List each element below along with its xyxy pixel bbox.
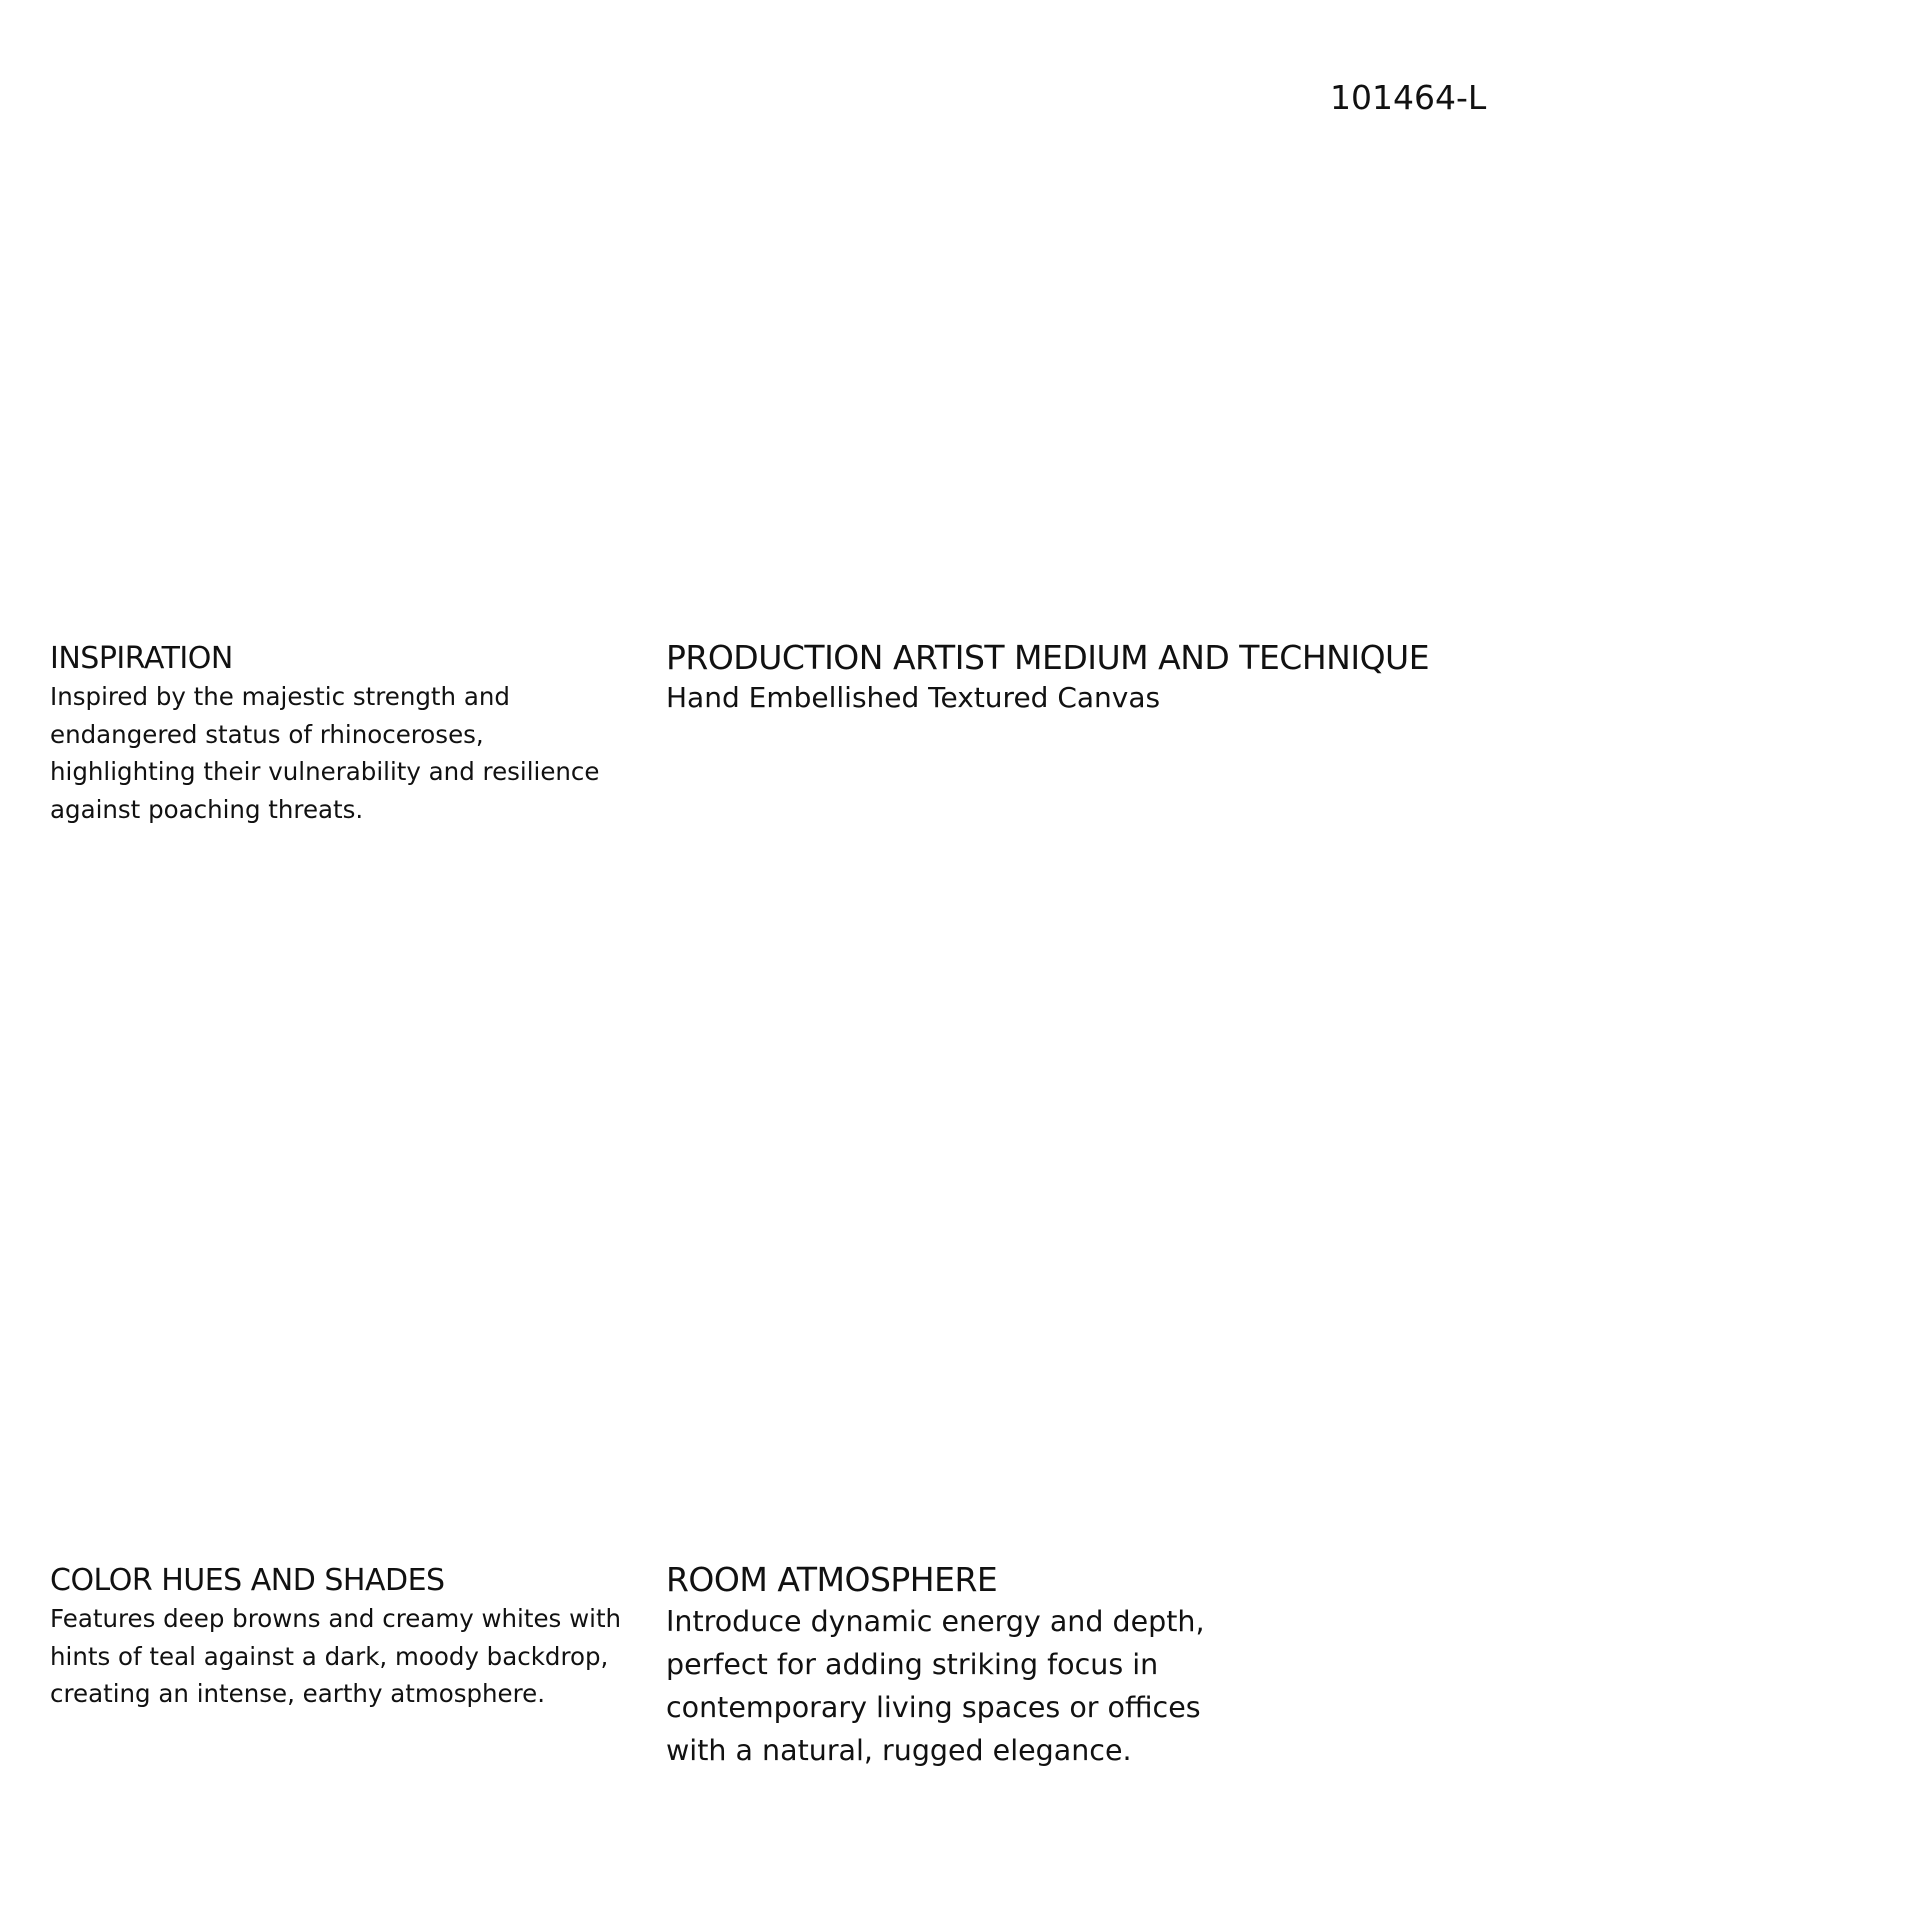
medium-section xyxy=(666,638,1596,718)
colors-section xyxy=(50,1562,640,1713)
inspiration-text: Inspired by the majestic strength and endangered status of rhinoceroses, highlighting their vulnerability and resilience against poaching threats. xyxy=(50,682,600,824)
colors-text: Features deep browns and creamy whites with hints of teal against a dark, moody backdrop, creating an intense, earthy atmosphere. xyxy=(50,1604,622,1708)
room-section xyxy=(666,1560,1226,1772)
inspiration-section xyxy=(50,640,630,828)
inspiration-heading: INSPIRATION xyxy=(50,641,233,676)
medium-text: Hand Embellished Textured Canvas xyxy=(666,681,1161,714)
product-code: 101464-L xyxy=(1330,78,1487,117)
colors-heading: COLOR HUES AND SHADES xyxy=(50,1563,445,1598)
room-heading: ROOM ATMOSPHERE xyxy=(666,1560,998,1599)
room-text: Introduce dynamic energy and depth, perfect for adding striking focus in contemporary living spaces or offices with a natural, rugged elegance. xyxy=(666,1605,1205,1767)
medium-heading: PRODUCTION ARTIST MEDIUM AND TECHNIQUE xyxy=(666,638,1430,677)
